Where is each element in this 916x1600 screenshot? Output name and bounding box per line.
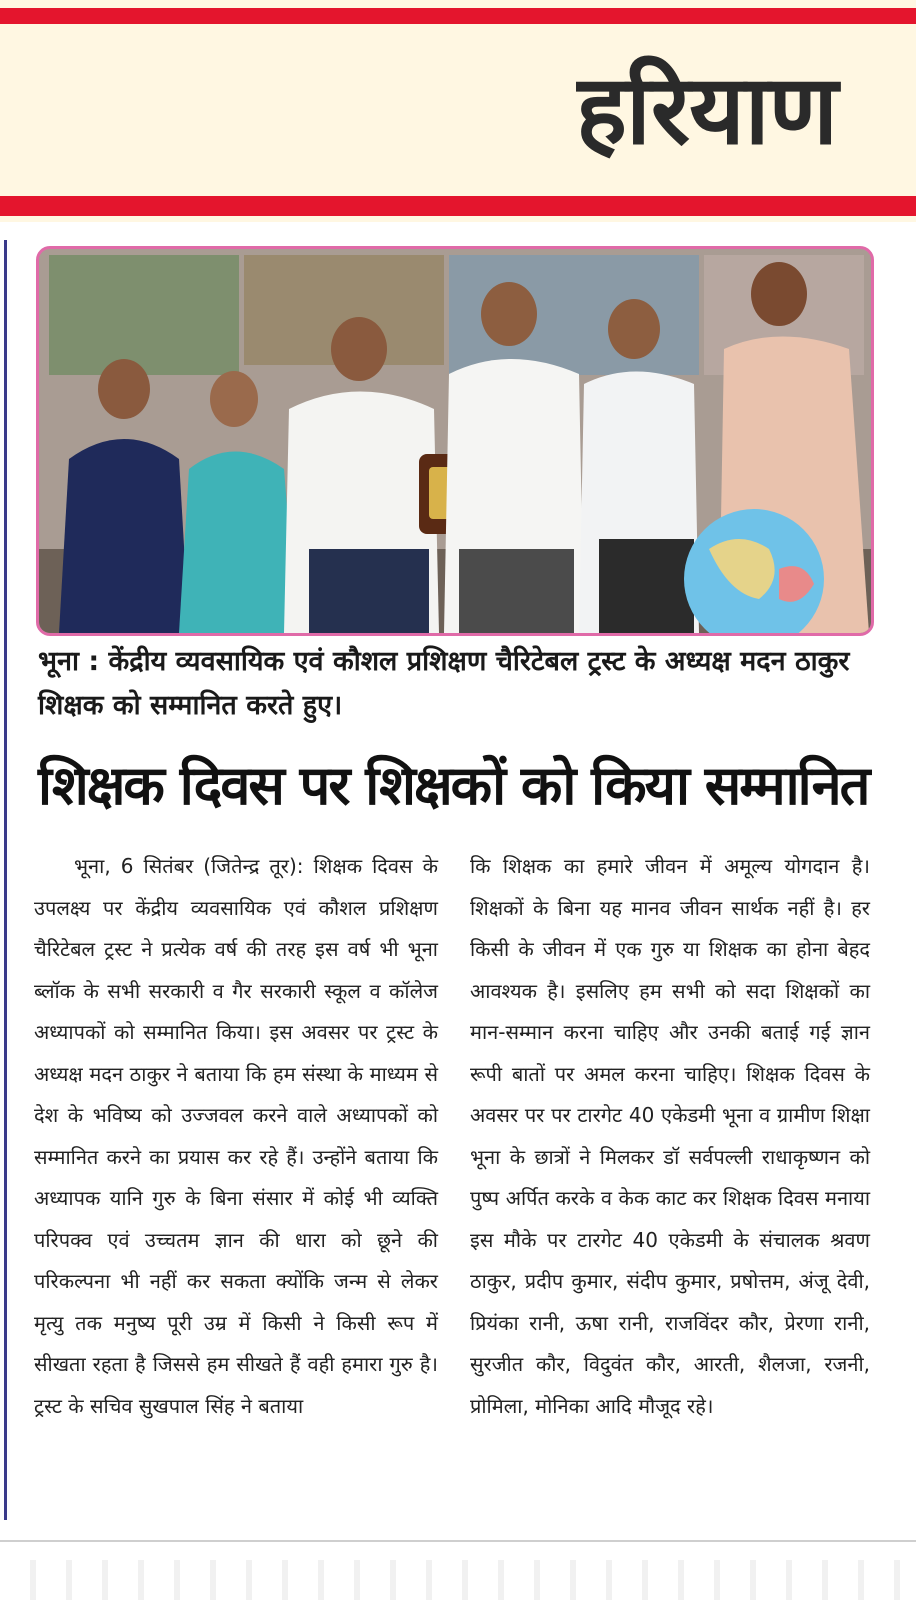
photo-caption: भूना : केंद्रीय व्यवसायिक एवं कौशल प्रशिक्षण चैरिटेबल ट्रस्ट के अध्यक्ष मदन ठाकुर शिक्षक को सम्मानित करते हुए। (38, 646, 850, 721)
column-rule (4, 240, 7, 1520)
page-divider (0, 1540, 916, 1542)
photo-illustration (39, 249, 871, 633)
article-headline: शिक्षक दिवस पर शिक्षकों को किया सम्मानित (38, 754, 869, 817)
next-article-fragment (0, 1560, 916, 1600)
article-column-left: भूना, 6 सितंबर (जितेन्द्र तूर): शिक्षक दिवस के उपलक्ष्य पर केंद्रीय व्यवसायिक एवं कौशल प्रशिक्षण चैरिटेबल ट्रस्ट ने प्रत्येक वर्ष की तरह इस वर्ष भी भूना ब्लॉक के सभी सरकारी व गैर सरकारी स्कूल व कॉलेज अध्यापकों को सम्मानित किया। इस अवसर पर ट्रस्ट के अध्यक्ष मदन ठाकुर ने बताया कि हम संस्था के माध्यम से देश के भविष्य को उज्जवल करने वाले अध्यापकों को सम्मानित करने का प्रयास कर रहे हैं। उन्होंने बताया कि अध्यापक यानि गुरु के बिना संसार में कोई भी व्यक्ति परिपक्व एवं उच्चतम ज्ञान की धारा को छूने की परिकल्पना भी नहीं कर सकता क्योंकि जन्म से लेकर मृत्यु तक मनुष्य पूरी उम्र में किसी ने किसी रूप में सीखता रहता है जिससे हम सीखते हैं वही हमारा गुरु है। ट्रस्ट के सचिव सुखपाल सिंह ने बताया (34, 854, 438, 1418)
masthead-rule-top (0, 8, 916, 24)
masthead-rule-bottom (0, 196, 916, 216)
article-column-right: कि शिक्षक का हमारे जीवन में अमूल्य योगदान है। शिक्षकों के बिना यह मानव जीवन सार्थक नहीं है। हर किसी के जीवन में एक गुरु या शिक्षक का होना बेहद आवश्यक है। इसलिए हम सभी को सदा शिक्षकों का मान-सम्मान करना चाहिए और उनकी बताई गई ज्ञान रूपी बातों पर अमल करना चाहिए। शिक्षक दिवस के अवसर पर पर टारगेट 40 एकेडमी भूना व ग्रामीण शिक्षा भूना के छात्रों ने मिलकर डॉ सर्वपल्ली राधाकृष्णन को पुष्प अर्पित करके व केक काट कर शिक्षक दिवस मनाया इस मौके पर टारगेट 40 एकेडमी के संचालक श्रवण ठाकुर, प्रदीप कुमार, संदीप कुमार, प्रषोत्तम, अंजू देवी, प्रियंका रानी, ऊषा रानी, राजविंदर कौर, प्रेरणा रानी, सुरजीत कौर, विदुवंत कौर, आरती, शैलजा, रजनी, प्रोमिला, मोनिका आदि मौजूद रहे। (470, 854, 870, 1418)
newspaper-masthead: हरियाण (576, 54, 838, 166)
news-photo (36, 246, 874, 636)
